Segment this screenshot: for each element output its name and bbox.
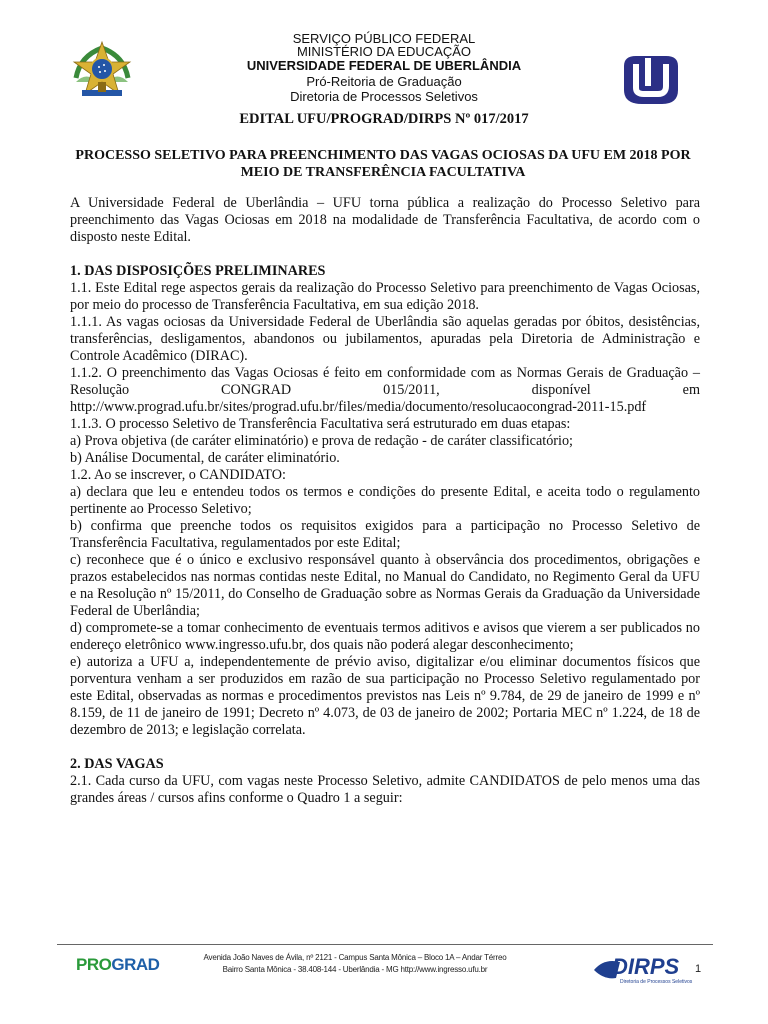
paragraph-1-2-b: b) confirma que preenche todos os requisitos exigidos para a participação no Processo Seletivo de Transferência Facultativa, regulamentados por este Edital; [70, 518, 700, 551]
paragraph-1-1: 1.1. Este Edital rege aspectos gerais da realização do Processo Seletivo para preenchimento de Vagas Ociosas, por meio do processo de Transferência Facultativa, em sua edição 2018. [70, 280, 700, 313]
prograd-logo-part1: PRO [76, 955, 112, 974]
header-line-prograd: Pró-Reitoria de Graduação [306, 74, 462, 89]
paragraph-1-2-c: c) reconhece que é o único e exclusivo responsável quanto à observância dos procedimentos, obrigações e prazos estabelecidos nas normas contidas neste Edital, no Manual do Candidato, no Regimento Geral da UFU e na Resolução nº 15/2011, do Conselho de Graduação sobre as Normas Gerais da Graduação da Universidade Federal de Uberlândia; [70, 552, 700, 619]
prograd-logo-part2: GRAD [111, 955, 160, 974]
paragraph-1-1-2: 1.1.2. O preenchimento das Vagas Ociosas é feito em conformidade com as Normas Gerais de Graduação – Resolução CONGRAD 015/2011, disponível em [70, 365, 700, 398]
section-1-title: 1. DAS DISPOSIÇÕES PRELIMINARES [70, 263, 326, 279]
header-line-dirps: Diretoria de Processos Seletivos [290, 89, 478, 104]
paragraph-1-1-3-a: a) Prova objetiva (de caráter eliminatório) e prova de redação - de caráter classificatório; [70, 433, 573, 449]
process-title: PROCESSO SELETIVO PARA PREENCHIMENTO DAS VAGAS OCIOSAS DA UFU EM 2018 POR MEIO DE TRANSFERÊNCIA FACULTATIVA [75, 148, 691, 180]
paragraph-2-1: 2.1. Cada curso da UFU, com vagas neste Processo Seletivo, admite CANDIDATOS de pelo menos uma das grandes áreas / cursos afins conforme o Quadro 1 a seguir: [70, 773, 700, 806]
header-line-ministry: MINISTÉRIO DA EDUCAÇÃO [296, 44, 472, 59]
edital-title: EDITAL UFU/PROGRAD/DIRPS Nº 017/2017 [239, 111, 529, 127]
document-body [70, 195, 700, 807]
footer-divider [57, 944, 713, 945]
dirps-logo-subtitle: Diretoria de Processos Seletivos [620, 979, 693, 985]
paragraph-1-2-d: d) compromete-se a tomar conhecimento de eventuais termos aditivos e avisos que vierem a ser publicados no endereço eletrônico www.ingresso.ufu.br, dos quais não poderá alegar desconhecimento; [70, 620, 700, 653]
paragraph-1-1-3: 1.1.3. O processo Seletivo de Transferência Facultativa será estruturado em duas etapas: [70, 416, 571, 432]
prograd-logo [76, 955, 159, 975]
footer-address-line2: Bairro Santa Mônica - 38.408-144 - Uberlândia - MG http://www.ingresso.ufu.br [222, 965, 488, 974]
paragraph-1-2-a: a) declara que leu e entendeu todos os termos e condições do presente Edital, e aceita todo o regulamento pertinente ao Processo Seletivo; [70, 484, 700, 517]
page-number: 1 [695, 963, 702, 975]
resolution-link[interactable]: http://www.prograd.ufu.br/sites/prograd.ufu.br/files/media/documento/resolucaocongrad-2011-15.pdf [70, 399, 647, 415]
paragraph-1-1-1: 1.1.1. As vagas ociosas da Universidade Federal de Uberlândia são aquelas geradas por óbitos, desistências, transferências, desligamentos, abandonos ou jubilamentos, apuradas pela Diretoria de Administração e Controle Acadêmico (DIRAC). [70, 314, 700, 364]
header-line-service: SERVIÇO PÚBLICO FEDERAL [292, 31, 476, 46]
section-2-title: 2. DAS VAGAS [70, 756, 164, 772]
ufu-logo-icon [618, 52, 684, 108]
footer-address-line1: Avenida João Naves de Ávila, nº 2121 - Campus Santa Mônica – Bloco 1A – Andar Térreo [203, 953, 507, 962]
dirps-logo-text: DIRPS [612, 954, 680, 979]
dirps-logo-icon [590, 948, 700, 986]
paragraph-1-2-e: e) autoriza a UFU a, independentemente de prévio aviso, digitalizar e/ou eliminar documentos físicos que porventura venham a ser produzidos em razão de sua participação no Processo Seletivo regulamentado por este Edital, observadas as normas e procedimentos previstos nas Leis nº 9.784, de 29 de janeiro de 1999 e nº 8.159, de 11 de janeiro de 1991; Decreto nº 4.073, de 03 de janeiro de 2002; Portaria MEC nº 1.224, de 18 de dezembro de 2013; e legislação correlata. [70, 654, 700, 738]
paragraph-1-2: 1.2. Ao se inscrever, o CANDIDATO: [70, 467, 286, 483]
footer-address [190, 952, 520, 976]
intro-paragraph: A Universidade Federal de Uberlândia – UFU torna pública a realização do Processo Seletivo para preenchimento das Vagas Ociosas em 2018 na modalidade de Transferência Facultativa, de acordo com o disposto neste Edital. [70, 195, 700, 245]
paragraph-1-1-3-b: b) Análise Documental, de caráter eliminatório. [70, 450, 340, 466]
header-line-university: UNIVERSIDADE FEDERAL DE UBERLÂNDIA [246, 58, 522, 73]
